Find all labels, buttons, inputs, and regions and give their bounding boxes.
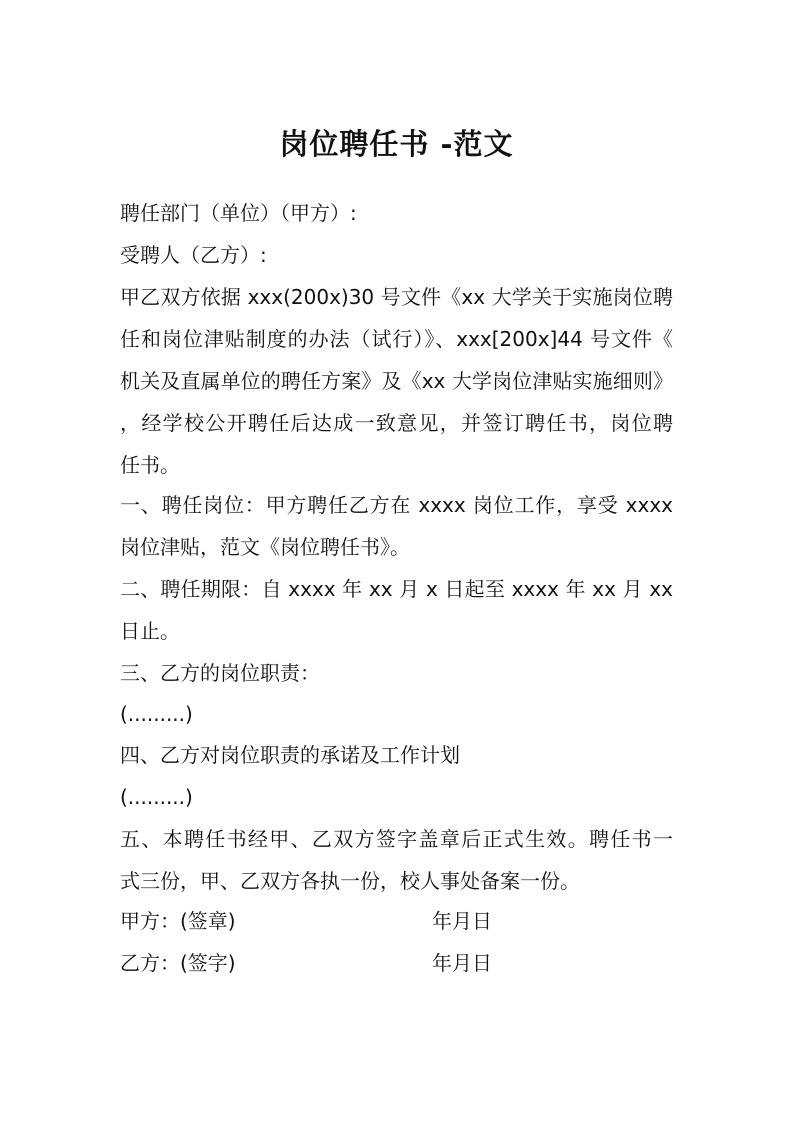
clause-1-line-2: 岗位津贴，范文《岗位聘任书》。 <box>120 535 410 559</box>
clause-1-line-1: 一、聘任岗位：甲方聘任乙方在 xxxx 岗位工作，享受 xxxx <box>120 493 673 517</box>
clause-5-line-1: 五、本聘任书经甲、乙双方签字盖章后正式生效。聘任书一 <box>120 827 673 851</box>
preamble-line-3: 机关及直属单位的聘任方案》及《xx 大学岗位津贴实施细则》 <box>120 369 673 393</box>
preamble-line-2: 任和岗位津贴制度的办法（试行）》、xxx[200x]44 号文件《 <box>120 327 673 351</box>
document-title: 岗位聘任书 -范文 <box>279 127 514 161</box>
party-a-date: 年月日 <box>432 909 492 933</box>
clause-3-placeholder: (.........) <box>120 702 193 726</box>
clause-2-line-2: 日止。 <box>120 619 180 643</box>
clause-2-line-1: 二、聘任期限：自 xxxx 年 xx 月 x 日起至 xxxx 年 xx 月 xx <box>120 577 673 601</box>
preamble-line-4: ，经学校公开聘任后达成一致意见，并签订聘任书，岗位聘 <box>120 411 673 435</box>
party-b-date: 年月日 <box>432 951 492 975</box>
party-a-signature: 甲方：(签章) <box>120 909 236 933</box>
clause-5-line-2: 式三份，甲、乙双方各执一份，校人事处备案一份。 <box>120 869 580 893</box>
party-b-signature: 乙方：(签字) <box>120 951 236 975</box>
clause-4-placeholder: (.........) <box>120 785 193 809</box>
employee-line: 受聘人（乙方）: <box>120 243 267 267</box>
employer-line: 聘任部门（单位）（甲方）: <box>120 201 357 225</box>
clause-3-heading: 三、乙方的岗位职责： <box>120 661 320 685</box>
preamble-line-5: 任书。 <box>120 453 180 477</box>
clause-4-heading: 四、乙方对岗位职责的承诺及工作计划 <box>120 743 460 767</box>
preamble-line-1: 甲乙双方依据 xxx(200x)30 号文件《xx 大学关于实施岗位聘 <box>120 285 673 309</box>
